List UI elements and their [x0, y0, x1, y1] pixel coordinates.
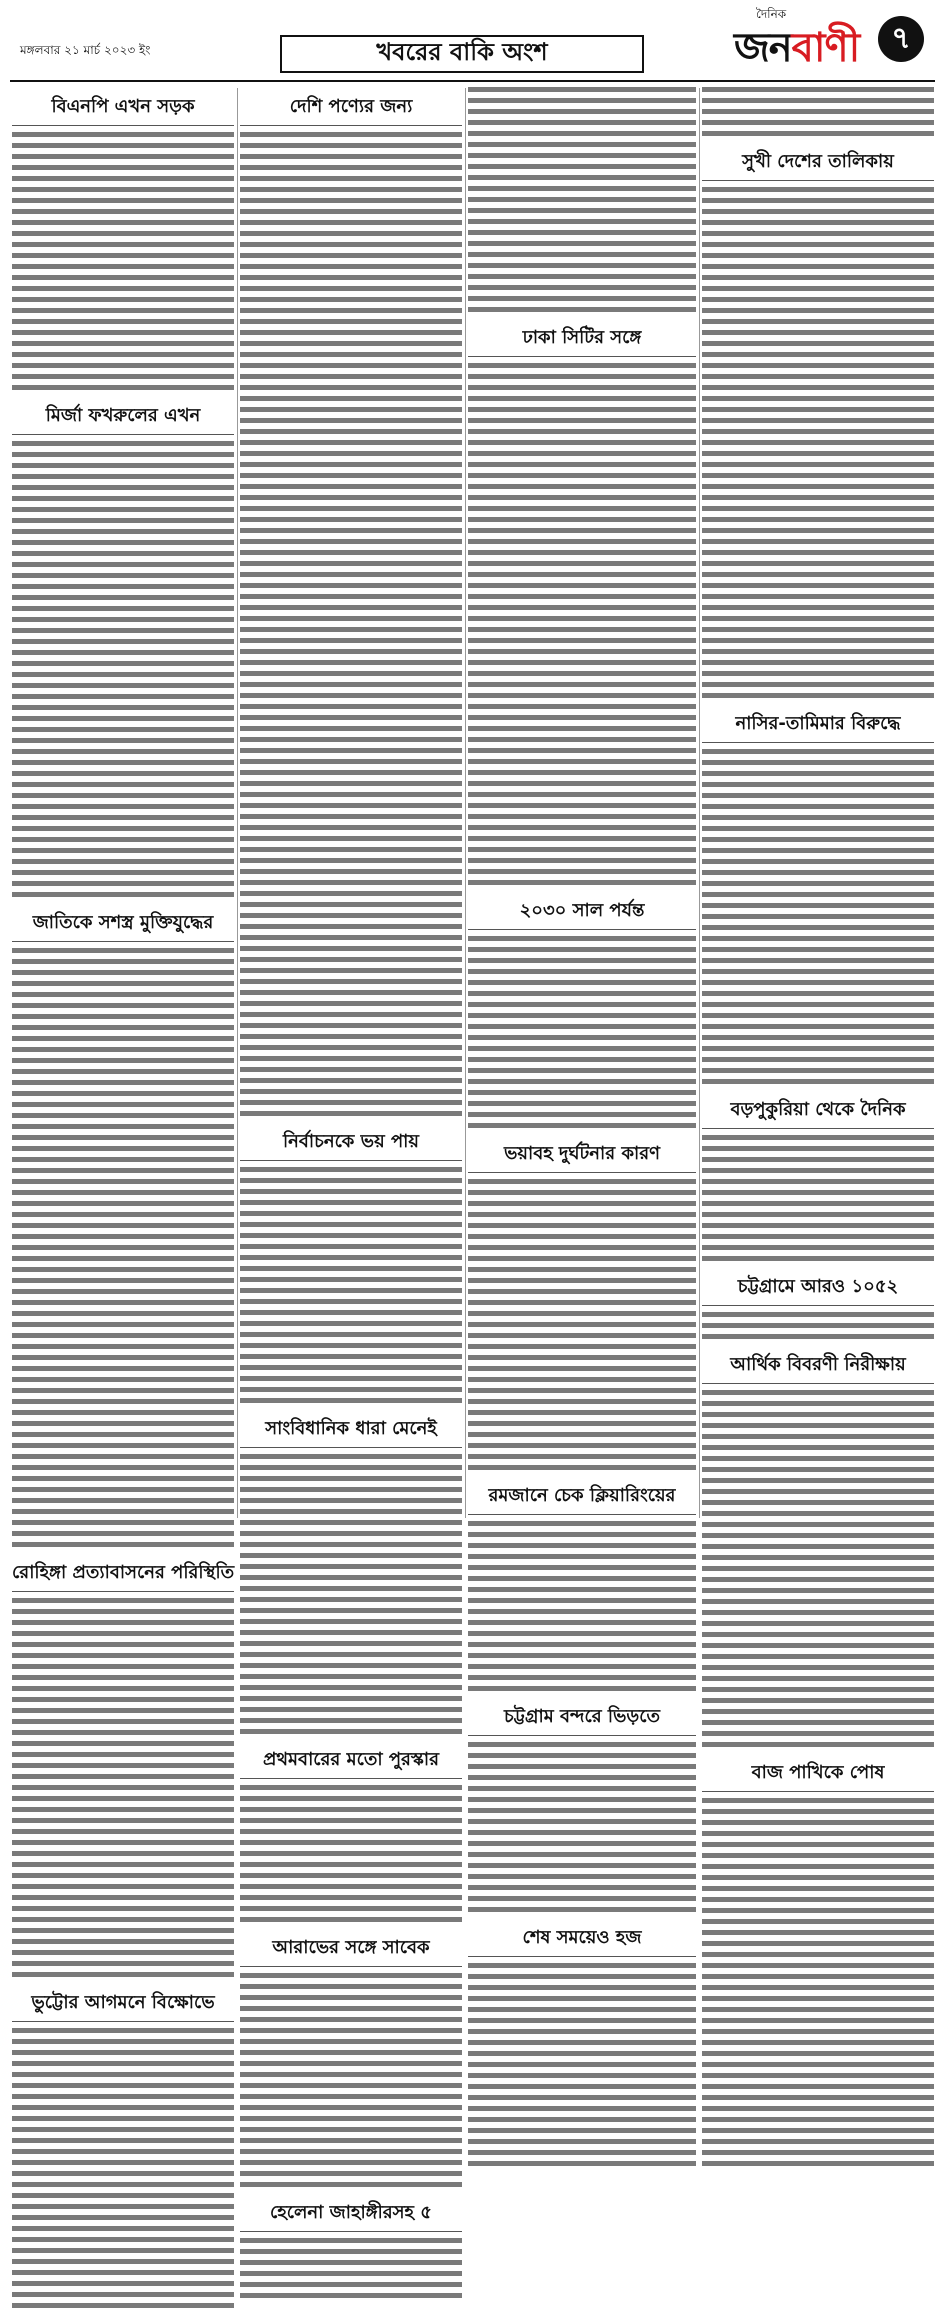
- article: [12, 904, 234, 1550]
- article-body-text: [702, 746, 934, 1087]
- article-body-text: [12, 438, 234, 900]
- article-body-text: [702, 1132, 934, 1264]
- masthead: [0, 0, 945, 80]
- article-headline: আর্থিক বিবরণী নিরীক্ষায়: [702, 1346, 934, 1384]
- article-headline: চট্টগ্রামে আরও ১০৫২: [702, 1268, 934, 1306]
- article-headline: সুখী দেশের তালিকায়: [702, 143, 934, 181]
- article-headline: ভুট্টোর আগমনে বিক্ষোভে: [12, 1984, 234, 2022]
- article-headline: বড়পুকুরিয়া থেকে দৈনিক: [702, 1091, 934, 1129]
- article-body-text: [702, 1795, 934, 2169]
- article-body-text: [468, 1739, 696, 1915]
- logo-daily-label: দৈনিক: [756, 7, 787, 21]
- article-body-text: [702, 1387, 934, 1750]
- article-headline: প্রথমবারের মতো পুরস্কার: [240, 1741, 462, 1779]
- article-headline: জাতিকে সশস্ত্র মুক্তিযুদ্ধের: [12, 904, 234, 942]
- article-body-text: [12, 2025, 234, 2311]
- column-1: [12, 84, 235, 2013]
- article-body-text: [468, 84, 696, 315]
- article-headline: শেষ সময়েও হজ: [468, 1919, 696, 1957]
- column-divider: [465, 88, 466, 1518]
- article-headline: সাংবিধানিক ধারা মেনেই: [240, 1410, 462, 1448]
- logo-name-part-1: জন: [734, 24, 792, 71]
- article-body-text: [240, 1970, 462, 2190]
- article: [702, 1346, 934, 1750]
- article: [12, 397, 234, 900]
- article-headline: মির্জা ফখরুলের এখন: [12, 397, 234, 435]
- masthead-rule: [10, 80, 935, 82]
- article: [240, 1741, 462, 1925]
- article-headline: ঢাকা সিটির সঙ্গে: [468, 319, 696, 357]
- article-headline: আরাভের সঙ্গে সাবেক: [240, 1929, 462, 1967]
- article: [12, 88, 234, 393]
- article-headline: রোহিঙ্গা প্রত্যাবাসনের পরিস্থিতি: [12, 1554, 234, 1592]
- page-number-badge: ৭: [878, 16, 924, 62]
- article-headline: হেলেনা জাহাঙ্গীরসহ ৫: [240, 2194, 462, 2232]
- article-body-text: [468, 1960, 696, 2169]
- article: [702, 1268, 934, 1342]
- article-headline: ভয়াবহ দুর্ঘটনার কারণ: [468, 1135, 696, 1173]
- article-headline: রমজানে চেক ক্লিয়ারিংয়ের: [468, 1477, 696, 1515]
- article-body-text: [468, 1518, 696, 1694]
- article-headline: বিএনপি এখন সড়ক: [12, 88, 234, 126]
- column-divider: [699, 88, 700, 1518]
- article: [12, 1554, 234, 1980]
- column-divider: [237, 88, 238, 1518]
- article-body-text: [240, 1164, 462, 1406]
- article-headline: চট্টগ্রাম বন্দরে ভিড়তে: [468, 1698, 696, 1736]
- article-body-text: [702, 1309, 934, 1342]
- article: [240, 1410, 462, 1737]
- article-body-text: [12, 945, 234, 1550]
- article: [468, 1477, 696, 1694]
- article: [702, 84, 934, 139]
- article: [468, 1919, 696, 2169]
- article-body-text: [240, 129, 462, 1119]
- article: [702, 1754, 934, 2169]
- article: [240, 88, 462, 1119]
- article-headline: ২০৩০ সাল পর্যন্ত: [468, 892, 696, 930]
- article-body-text: [240, 1451, 462, 1737]
- article-headline: নির্বাচনকে ভয় পায়: [240, 1123, 462, 1161]
- article: [468, 319, 696, 888]
- article: [240, 2194, 462, 2301]
- article: [702, 705, 934, 1087]
- article: [468, 1135, 696, 1473]
- article-body-text: [468, 360, 696, 888]
- column-4: [702, 84, 934, 1783]
- issue-date: মঙ্গলবার ২১ মার্চ ২০২৩ ইং: [20, 43, 151, 57]
- article: [240, 1123, 462, 1406]
- article: [468, 84, 696, 315]
- newspaper-logo: [730, 6, 935, 76]
- article-body-text: [468, 933, 696, 1131]
- article-headline: বাজ পাখিকে পোষ: [702, 1754, 934, 1792]
- article-body-text: [702, 84, 934, 139]
- article: [702, 1091, 934, 1264]
- article-body-text: [12, 129, 234, 393]
- column-3: [468, 84, 696, 1948]
- column-2: [240, 84, 462, 2223]
- article-headline: দেশি পণ্যের জন্য: [240, 88, 462, 126]
- article: [702, 143, 934, 701]
- logo-name: [734, 16, 859, 83]
- article: [240, 1929, 462, 2190]
- article-body-text: [240, 1782, 462, 1925]
- article: [468, 1698, 696, 1915]
- article: [468, 892, 696, 1131]
- article-body-text: [702, 184, 934, 701]
- article-headline: নাসির-তামিমার বিরুদ্ধে: [702, 705, 934, 743]
- article-body-text: [12, 1595, 234, 1980]
- article-body-text: [468, 1176, 696, 1473]
- logo-name-part-2: বাণী: [791, 24, 860, 71]
- article: [12, 1984, 234, 2311]
- article-body-text: [240, 2235, 462, 2301]
- section-title: খবরের বাকি অংশ: [280, 35, 644, 73]
